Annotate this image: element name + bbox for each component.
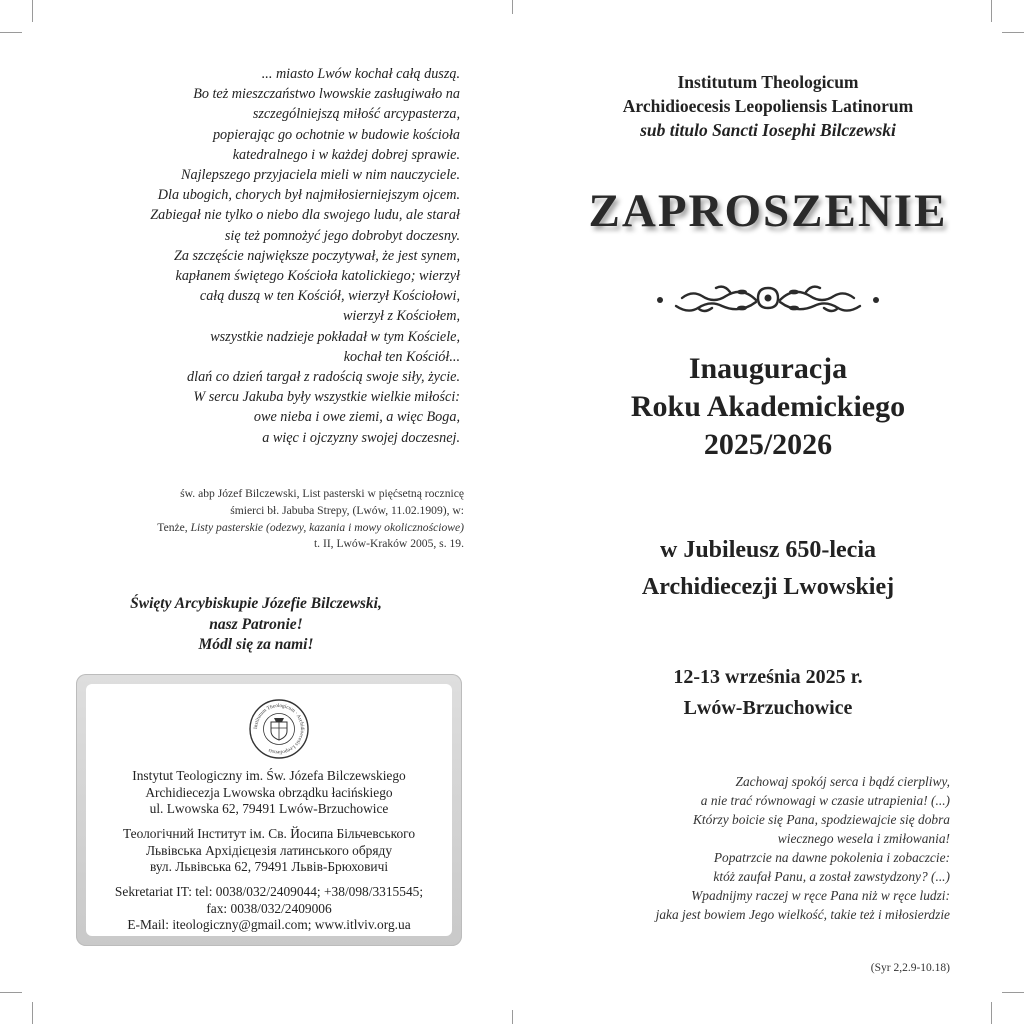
event-date: 12-13 września 2025 r.: [673, 666, 863, 688]
prayer-line: Święty Arcybiskupie Józefie Bilczewski,: [130, 595, 382, 612]
event-date-place: [512, 662, 1024, 724]
scripture-line: a nie trać równowagi w czasie utrapienia! (...): [700, 793, 950, 808]
quote-line: kapłanem świętego Kościoła katolickiego; wierzył: [175, 268, 460, 285]
address-line: ul. Lwowska 62, 79491 Lwów-Brzuchowice: [149, 801, 389, 817]
scripture-line: jaka jest bowiem Jego wielkość, takie też i miłosierdzie: [655, 907, 950, 922]
quote-line: katedralnego i w każdej dobrej sprawie.: [232, 146, 460, 163]
contact-email-web: E-Mail: iteologiczny@gmail.com; www.itlviv.org.ua: [127, 917, 411, 933]
contact-fax: fax: 0038/032/2409006: [206, 900, 332, 916]
institution-line: sub titulo Sancti Iosephi Bilczewski: [640, 120, 896, 140]
institute-seal-icon: [248, 698, 310, 760]
address-line: Archidiecezja Lwowska obrządku łacińskiego: [145, 784, 393, 800]
quote-line: Dla ubogich, chorych był najmiłosierniejszym ojcem.: [157, 187, 460, 204]
quote-line: się też pomnożyć jego dobrobyt doczesny.: [224, 227, 460, 244]
source-line: [50, 520, 464, 537]
bilczewski-quote: [40, 64, 460, 448]
address-polish: [86, 768, 452, 818]
inauguration-heading: [512, 350, 1024, 464]
source-author: Tenże,: [157, 520, 191, 534]
quote-line: dlań co dzień targał z radością swoje siły, życie.: [187, 369, 460, 386]
institution-header: [512, 70, 1024, 142]
prayer-line: nasz Patronie!: [209, 615, 303, 633]
contact-phone: Sekretariat IT: tel: 0038/032/2409044; +38/098/3315545;: [114, 884, 424, 899]
address-ukrainian: [86, 826, 452, 876]
svg-text:Institutum Theologicum · Archi: Institutum Theologicum · Archidioecesis Leopoliensis: [252, 702, 306, 756]
quote-line: W sercu Jakuba były wszystkie wielkie miłości:: [193, 389, 460, 406]
inauguration-year: 2025/2026: [703, 428, 833, 461]
quote-line: całą duszą w ten Kościół, wierzył Kościołowi,: [199, 288, 460, 305]
prayer: [60, 594, 452, 656]
contact-card-inner: [86, 684, 452, 936]
institution-line: Archidioecesis Leopoliensis Latinorum: [622, 96, 914, 116]
quote-line: wierzył z Kościołem,: [342, 308, 460, 325]
right-page: [512, 0, 1024, 1024]
ornament-divider-icon: [650, 280, 886, 320]
quote-line: Za szczęście największe poczytywał, że jest synem,: [173, 247, 460, 264]
contact-details: [86, 884, 452, 934]
jubilee-line: w Jubileusz 650-lecia: [660, 537, 876, 563]
scripture-line: Zachowaj spokój serca i bądź cierpliwy,: [735, 774, 950, 789]
scripture-line: któż zaufał Panu, a został zawstydzony? (...): [713, 869, 950, 884]
quote-line: szczególniejszą miłość arcypasterza,: [252, 106, 460, 123]
quote-line: Najlepszego przyjaciela mieli w nim nauczyciele.: [181, 167, 460, 184]
quote-line: kochał ten Kościół...: [343, 348, 460, 365]
jubilee-heading: [512, 532, 1024, 606]
scripture-quote: [552, 772, 950, 924]
scripture-line: wiecznego wesela i zmiłowania!: [777, 831, 950, 846]
quote-line: wszystkie nadzieje pokładał w tym Kościele,: [210, 328, 460, 345]
quote-line: owe nieba i owe ziemi, a więc Boga,: [253, 409, 460, 426]
institution-line: Institutum Theologicum: [677, 72, 859, 92]
address-line: вул. Львівська 62, 79491 Львів-Брюховичі: [149, 859, 389, 875]
quote-line: ... miasto Lwów kochał całą duszą.: [261, 66, 460, 82]
quote-line: popierając go ochotnie w budowie kościoła: [212, 126, 460, 143]
source-line: św. abp Józef Bilczewski, List pasterski w pięćsetną rocznicę: [180, 487, 464, 500]
scripture-line: Wpadnijmy raczej w ręce Pana niż w ręce ludzi:: [691, 888, 950, 903]
address-line: Теологічний Інститут ім. Св. Йосипа Більчевського: [122, 826, 416, 841]
inauguration-line: Roku Akademickiego: [630, 390, 906, 423]
prayer-line: Módl się za nami!: [198, 636, 314, 653]
event-place: Lwów-Brzuchowice: [683, 697, 853, 719]
scripture-reference: (Syr 2,2.9-10.18): [870, 962, 950, 974]
scripture-line: Popatrzcie na dawne pokolenia i zobaczcie:: [713, 850, 950, 865]
source-line: śmierci bł. Jabuba Strepy, (Lwów, 11.02.1909), w:: [230, 503, 464, 517]
quote-source: [50, 486, 464, 553]
quote-line: Bo też mieszczaństwo lwowskie zasługiwało na: [193, 86, 460, 103]
source-line: t. II, Lwów-Kraków 2005, s. 19.: [313, 537, 464, 551]
quote-line: Zabiegał nie tylko o niebo dla swojego ludu, ale starał: [150, 207, 460, 224]
address-line: Instytut Teologiczny im. Św. Józefa Bilczewskiego: [132, 768, 406, 783]
inauguration-line: Inauguracja: [688, 352, 848, 385]
jubilee-line: Archidiecezji Lwowskiej: [641, 574, 895, 600]
source-book-title: Listy pasterskie (odezwy, kazania i mowy okolicznościowe): [190, 520, 464, 534]
quote-line: a więc i ojczyzny swojej doczesnej.: [262, 429, 460, 446]
contact-card: [76, 674, 462, 946]
address-line: Львівська Архідієцезія латинського обряду: [145, 842, 393, 858]
page-title: ZAPROSZENIE: [588, 185, 948, 237]
scripture-line: Którzy boicie się Pana, spodziewajcie się dobra: [693, 812, 950, 827]
